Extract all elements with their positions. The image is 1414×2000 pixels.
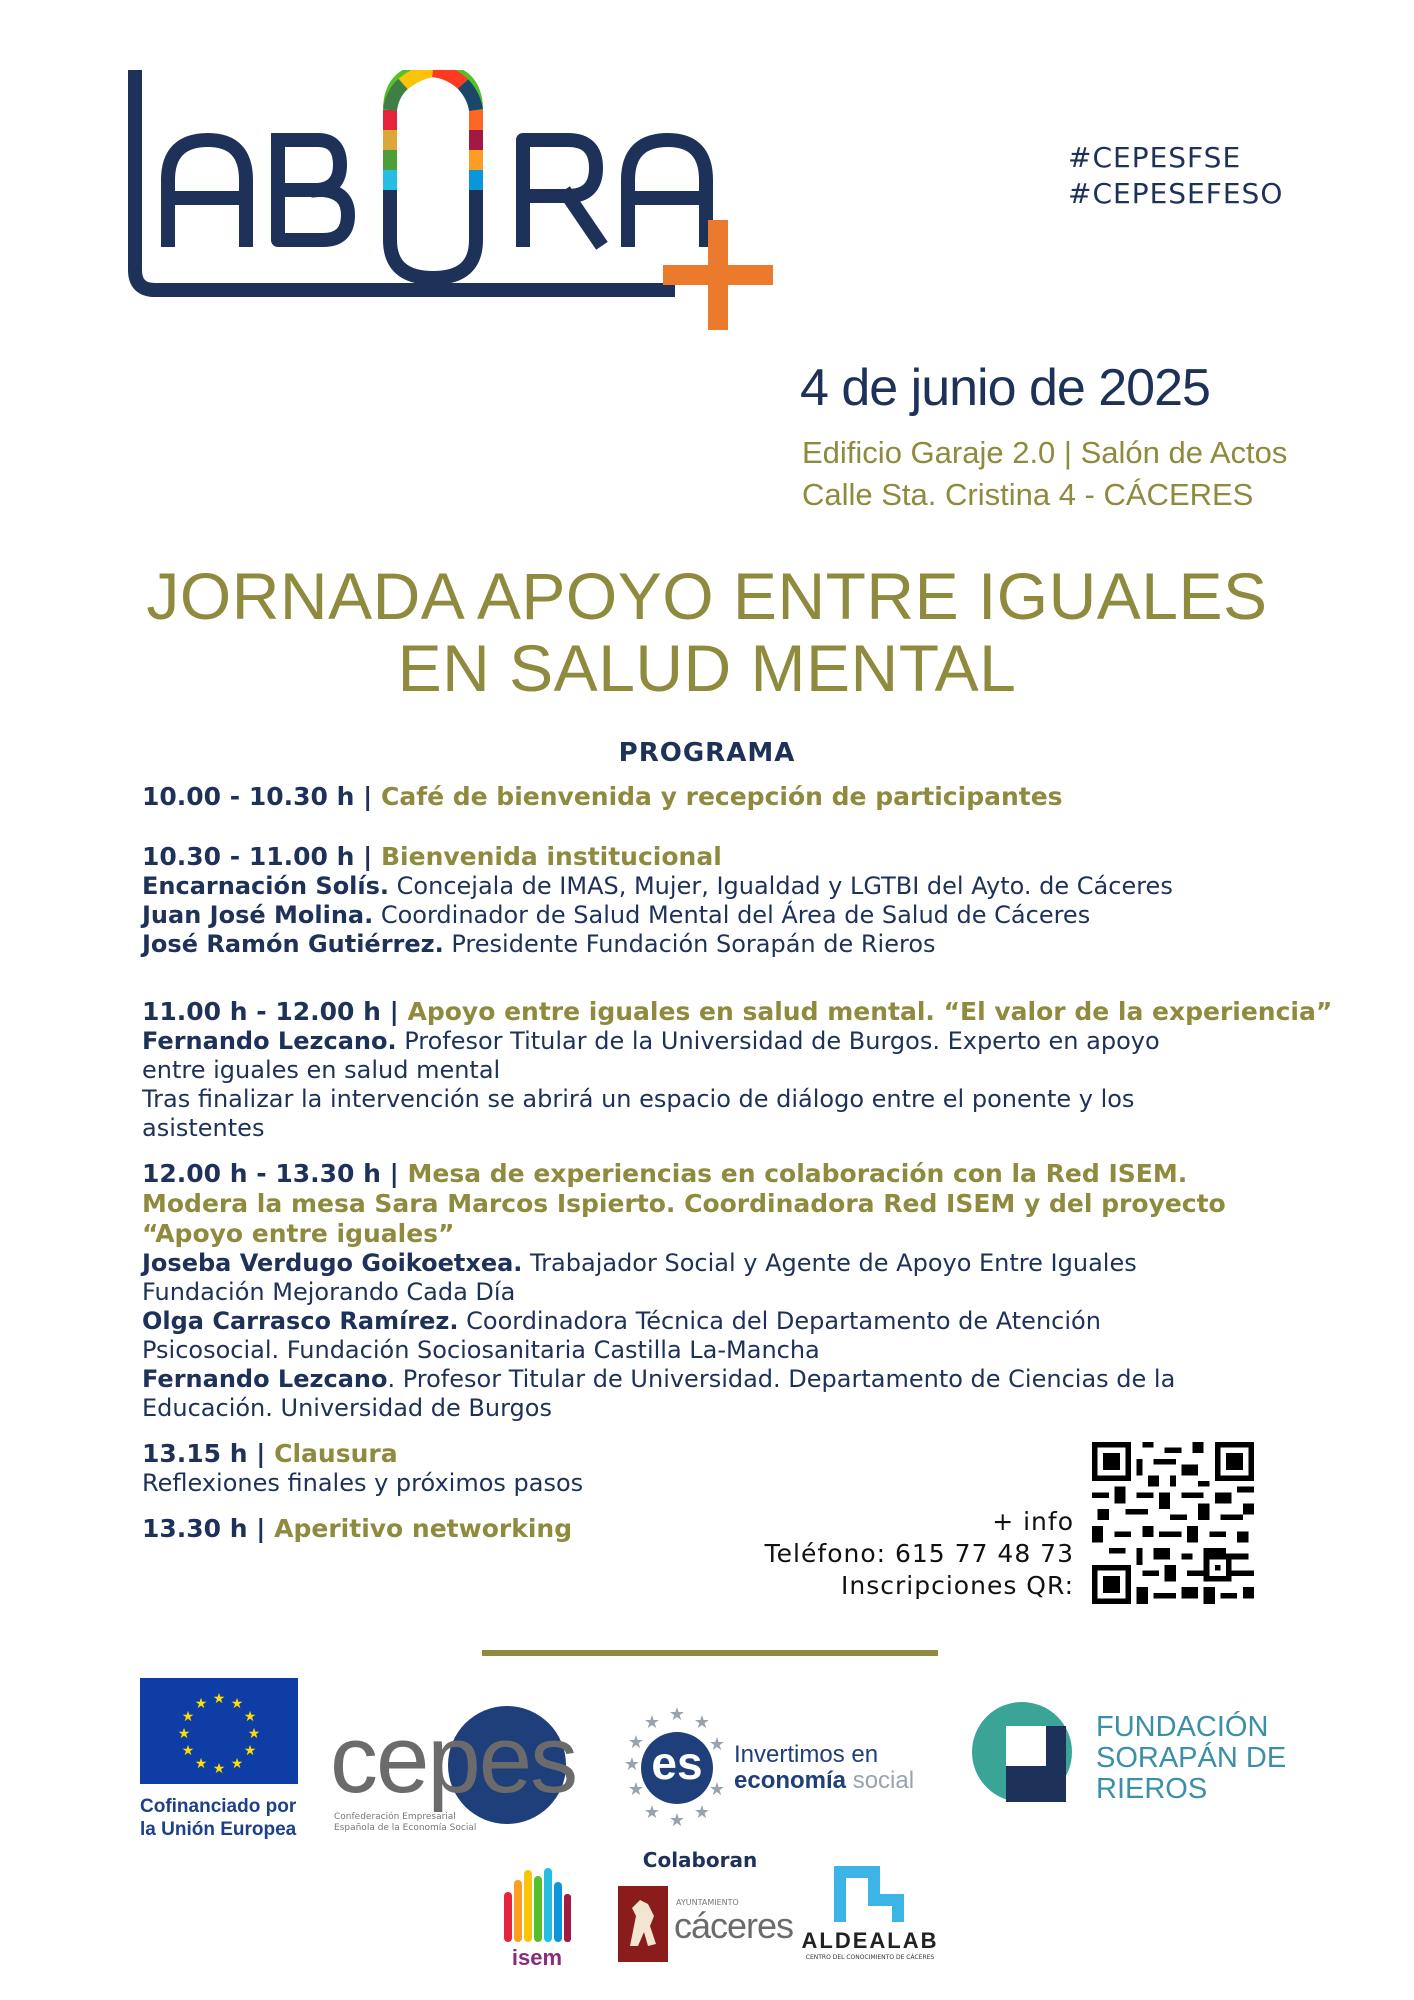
caceres-shield [618,1886,668,1962]
aldealab-mark-icon [834,1866,904,1926]
cepes-logo [330,1706,580,1836]
speaker-name: José Ramón Gutiérrez. [142,930,444,958]
program-list [142,782,1333,1544]
economia-social-logo [622,1700,922,1830]
session-time: 10.30 - 11.00 h [142,842,355,871]
sorapan-line-1: FUNDACIÓN [1096,1711,1269,1743]
session-separator: | [354,782,381,811]
svg-text:★: ★ [230,1756,244,1772]
program-heading: PROGRAMA [618,738,796,768]
eu-caption-line-2: la Unión Europea [140,1819,297,1840]
speaker-name: Joseba Verdugo Goikoetxea. [142,1249,523,1277]
svg-text:★: ★ [177,1726,191,1742]
svg-text:★: ★ [708,1779,726,1800]
speaker-role: Trabajador Social y Agente de Apoyo Entre Iguales [522,1249,1137,1277]
svg-text:★: ★ [668,1810,686,1830]
eu-flag-logo [140,1678,298,1784]
isem-bars-icon [502,1866,572,1942]
caceres-logo [618,1886,794,1964]
session-title: Mesa de experiencias en colaboración con la Red ISEM. [407,1159,1188,1188]
aldealab-wordmark: ALDEALAB [801,1928,939,1953]
svg-text:★: ★ [181,1743,195,1759]
caceres-small-label: AYUNTAMIENTO [676,1898,739,1907]
sorapan-wordmark [1096,1712,1286,1805]
speaker-name: Fernando Lezcano [142,1365,388,1393]
svg-text:★: ★ [230,1696,244,1712]
venue-line-1: Edificio Garaje 2.0 | Salón de Actos [802,435,1288,470]
isem-wordmark: isem [511,1945,563,1970]
session-title: Aperitivo networking [274,1514,573,1543]
sorapan-logo [972,1700,1292,1820]
sorapan-line-2: SORAPÁN DE [1096,1742,1287,1774]
aldealab-logo [800,1866,940,1966]
session-note: Tras finalizar la intervención se abrirá un espacio de diálogo entre el ponente y los [142,1085,1135,1113]
speaker-role: Coordinador de Salud Mental del Área de Salud de Cáceres [373,901,1091,929]
hashtag-cepesfse: #CEPESFSE [1068,141,1242,174]
session-title: Apoyo entre iguales en salud mental. “El valor de la experiencia” [407,997,1333,1026]
phone-number[interactable]: Teléfono: 615 77 48 73 [764,1539,1074,1568]
registration-qr-code[interactable] [1092,1442,1254,1604]
contact-info [765,1506,1074,1602]
session-description: Reflexiones finales y próximos pasos [142,1469,584,1497]
session-time: 12.00 h - 13.30 h [142,1159,381,1188]
title-line-1: JORNADA APOYO ENTRE IGUALES [146,559,1268,633]
session-separator: | [247,1514,275,1543]
session-time: 13.15 h [142,1439,248,1468]
caceres-wordmark: cáceres [674,1905,794,1946]
svg-text:★: ★ [247,1726,261,1742]
speaker-role-cont: Psicosocial. Fundación Sociosanitaria Castilla La-Mancha [142,1336,820,1364]
session-title: Bienvenida institucional [381,842,722,871]
session-title-cont: Modera la mesa Sara Marcos Ispierto. Coordinadora Red ISEM y del proyecto [142,1189,1226,1218]
eu-stars-icon [140,1678,298,1784]
hashtag-cepesefeso: #CEPESEFESO [1068,177,1284,210]
speaker-name: Encarnación Solís. [142,872,390,900]
session-2 [142,842,1282,959]
session-3 [142,997,1333,1143]
session-time: 11.00 h - 12.00 h [142,997,381,1026]
session-separator: | [380,997,408,1026]
event-venue [802,432,1287,516]
speaker-role: Coordinadora Técnica del Departamento de Atención [458,1307,1101,1335]
cepes-subtitle [334,1812,476,1834]
session-separator: | [354,842,381,871]
svg-text:★: ★ [243,1743,257,1759]
es-mark: es [651,1737,703,1789]
session-4 [142,1159,1282,1423]
es-tagline-grey: social [852,1767,915,1794]
session-separator: | [247,1439,275,1468]
speaker-role-cont: Educación. Universidad de Burgos [142,1394,552,1422]
session-separator: | [380,1159,408,1188]
session-time: 13.30 h [142,1514,248,1543]
speaker-role-cont: Fundación Mejorando Cada Día [142,1278,516,1306]
eu-caption-line-1: Cofinanciado por [140,1796,297,1817]
sorapan-line-3: RIEROS [1096,1773,1208,1805]
session-title: Café de bienvenida y recepción de participantes [381,782,1063,811]
cepes-subtitle-line-2: Española de la Economía Social [334,1823,477,1833]
hashtags [1068,140,1283,212]
svg-text:★: ★ [623,1754,641,1775]
svg-text:★: ★ [693,1712,711,1733]
session-note-cont: asistentes [142,1114,265,1142]
cepes-subtitle-line-1: Confederación Empresarial [334,1812,456,1822]
svg-text:★: ★ [708,1734,726,1755]
speaker-name: Fernando Lezcano. [142,1027,397,1055]
svg-text:★: ★ [181,1709,195,1725]
svg-text:★: ★ [643,1802,661,1823]
svg-text:★: ★ [668,1704,686,1725]
es-tagline [734,1742,914,1794]
session-title-cont: “Apoyo entre iguales” [142,1219,455,1248]
cepes-wordmark: cepes [330,1706,577,1813]
speaker-name: Juan José Molina. [142,901,374,929]
session-1 [142,782,1282,812]
speaker-role: Presidente Fundación Sorapán de Rieros [443,930,936,958]
speaker-role: . Profesor Titular de Universidad. Departamento de Ciencias de la [387,1365,1176,1393]
event-title [40,560,1374,704]
labora-logo [128,70,788,360]
svg-text:★: ★ [627,1779,645,1800]
lion-icon [618,1886,668,1962]
svg-text:★: ★ [212,1691,226,1707]
speaker-role-cont: entre iguales en salud mental [142,1056,501,1084]
aldealab-subtitle: CENTRO DEL CONOCIMIENTO DE CÁCERES [805,1954,935,1961]
collaborators-label: Colaboran [642,1848,758,1872]
more-info-label: + info [992,1507,1074,1536]
session-time: 10.00 - 10.30 h [142,782,355,811]
speaker-role: Concejala de IMAS, Mujer, Igualdad y LGTBI del Ayto. de Cáceres [389,872,1173,900]
qr-label: Inscripciones QR: [841,1571,1074,1600]
event-date: 4 de junio de 2025 [800,359,1210,417]
section-divider [482,1650,938,1656]
session-title: Clausura [274,1439,398,1468]
eu-caption [140,1795,296,1841]
svg-text:★: ★ [243,1709,257,1725]
es-tagline-bold: economía [734,1767,853,1794]
es-tagline-line-1: Invertimos en [734,1741,879,1768]
title-line-2: EN SALUD MENTAL [397,631,1017,705]
svg-text:★: ★ [212,1761,226,1777]
speaker-name: Olga Carrasco Ramírez. [142,1307,459,1335]
svg-text:★: ★ [194,1756,208,1772]
isem-logo [502,1866,572,1970]
svg-text:★: ★ [643,1712,661,1733]
venue-line-2: Calle Sta. Cristina 4 - CÁCERES [802,477,1254,512]
svg-text:★: ★ [627,1732,645,1753]
sorapan-square-cutout [1006,1726,1046,1766]
speaker-role: Profesor Titular de la Universidad de Burgos. Experto en apoyo [396,1027,1160,1055]
svg-text:★: ★ [194,1696,208,1712]
svg-text:★: ★ [693,1802,711,1823]
